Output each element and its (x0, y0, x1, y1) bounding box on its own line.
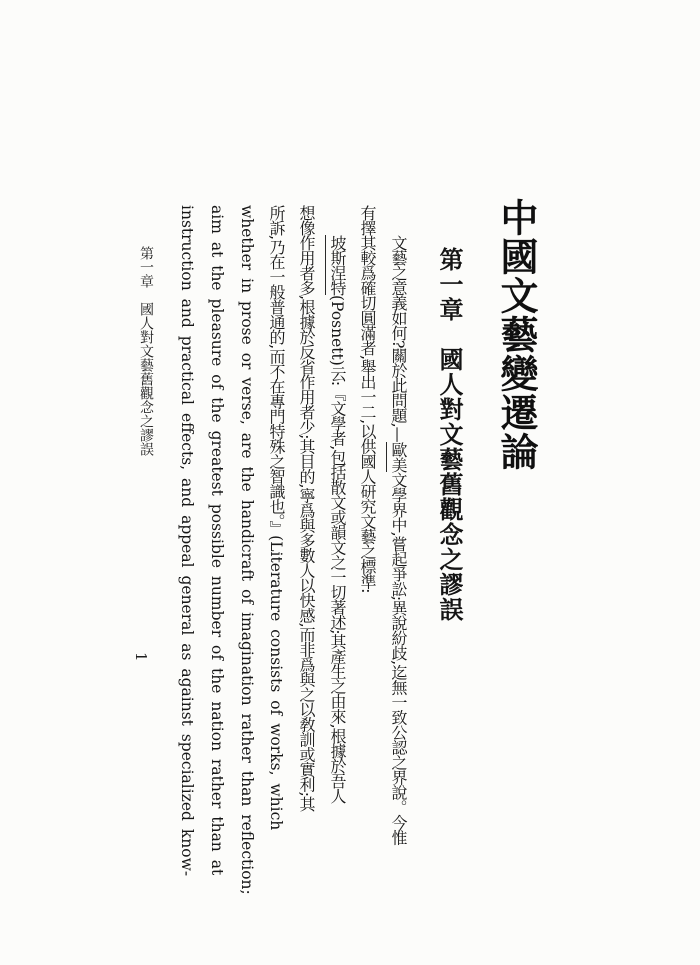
page-number: 1 (132, 652, 150, 662)
column-text: 有擇其較爲確切圓滿者,舉出一二,以供國人研究文藝之標準: (358, 205, 377, 593)
column-text: 文學界中,嘗起爭訟;異說紛歧,迄無一致公認之界說。今惟 (389, 471, 408, 845)
body-column-7-english: aim at the pleasure of the greatest possible number of the nation rather than at (208, 205, 226, 876)
running-title: 第一章 國人對文藝舊觀念之謬誤 (138, 246, 154, 456)
column-text: 所訴,乃在一般普通的,而不在專門特殊之智識也。』 (267, 205, 286, 536)
body-column-2 (358, 205, 376, 593)
body-column-5 (267, 205, 285, 830)
book-title: 中國文藝變遷論 (494, 198, 539, 471)
body-column-6-english: whether in prose or verse, are the handicraft of imagination rather than reflection; (238, 205, 256, 895)
column-text: 想像作用者多,根據於反省作用者少;其目的,寧爲與多數人以快感,而非爲與之以敎訓或實利;其 (297, 205, 316, 812)
column-text: 文藝之意義如何?關於此問題,— (389, 235, 408, 442)
proper-noun-mark-posnett: 坡斯涅特 (325, 235, 347, 295)
proper-noun-mark-europe-america: 歐美 (386, 442, 408, 472)
body-column-3 (328, 235, 346, 803)
latin-inline-quote-start: (Literature consists of works, which (267, 535, 285, 831)
body-column-4 (297, 205, 315, 811)
body-column-1 (389, 235, 407, 844)
latin-inline-posnett: (Posnett) (328, 295, 346, 366)
column-text: 云:『文學者,包括散文或韻文之一切著述;其產生之由來,根據於吾人 (328, 365, 347, 803)
chapter-heading: 第一章 國人對文藝舊觀念之謬誤 (435, 247, 464, 622)
body-column-8-english: instruction and practical effects, and appeal general as against specialized know- (178, 205, 196, 877)
